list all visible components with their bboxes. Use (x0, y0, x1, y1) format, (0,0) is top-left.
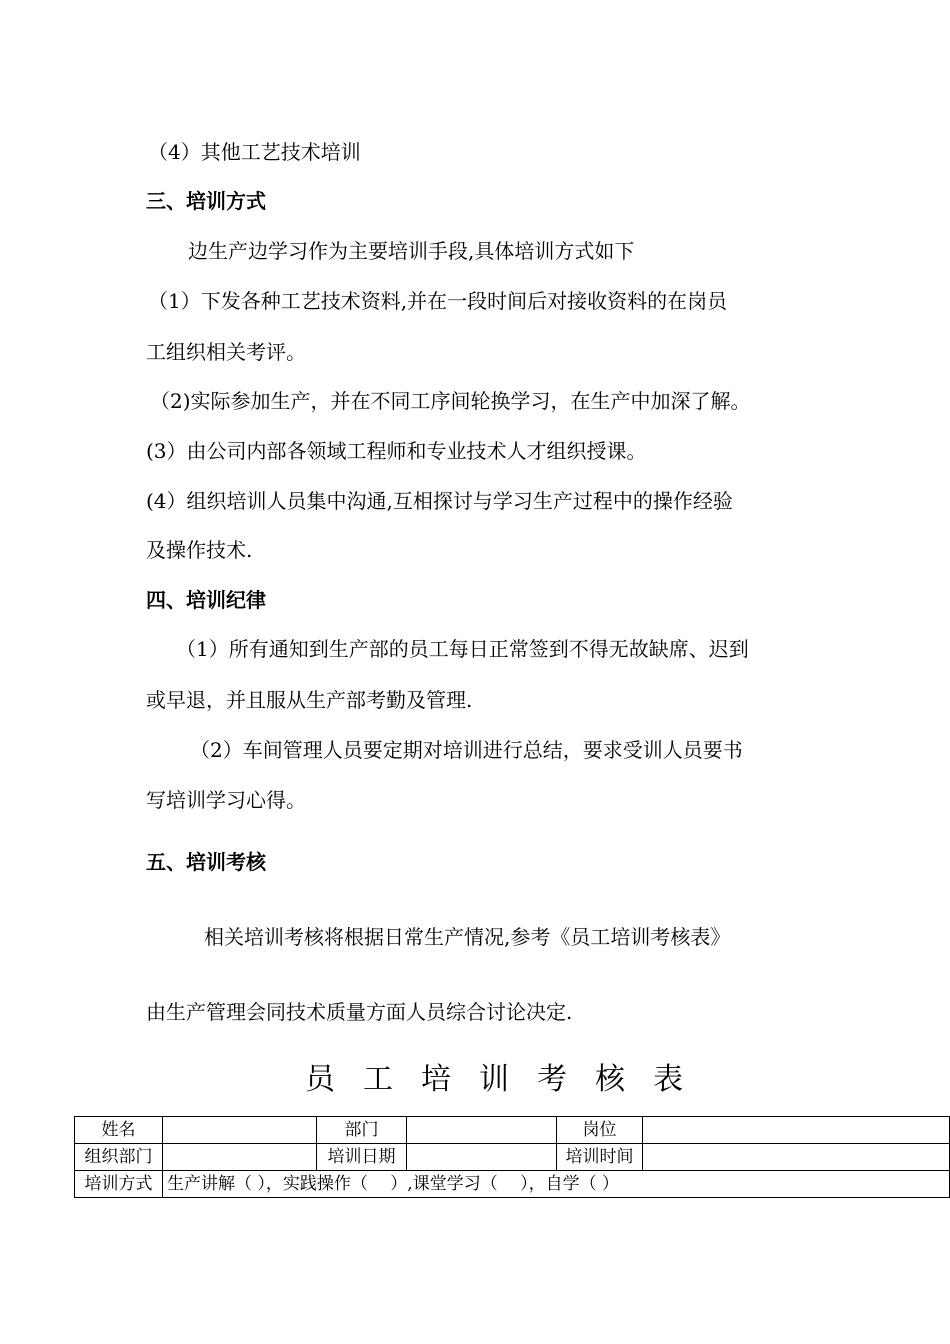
training-date-label: 培训日期 (317, 1144, 407, 1171)
section-4-item-2-line-1: （2）车间管理人员要定期对培训进行总结，要求受训人员要书 (190, 738, 743, 762)
assessment-form-table (74, 1116, 950, 1198)
position-field[interactable] (643, 1117, 950, 1144)
name-label: 姓名 (75, 1117, 163, 1144)
section-4-heading: 四、培训纪律 (146, 588, 266, 612)
training-method-label: 培训方式 (75, 1171, 163, 1198)
section-3-item-4-line-1: (4）组织培训人员集中沟通,互相探讨与学习生产过程中的操作经验 (146, 489, 733, 513)
form-row-1 (75, 1117, 950, 1144)
section-3-item-3: (3）由公司内部各领域工程师和专业技术人才组织授课。 (146, 439, 647, 463)
section-4-item-2-line-2: 写培训学习心得。 (146, 788, 306, 812)
form-row-3 (75, 1171, 950, 1198)
section-5-paragraph-line-2: 由生产管理会同技术质量方面人员综合讨论决定. (146, 1000, 573, 1024)
section-5-paragraph-line-1: 相关培训考核将根据日常生产情况,参考《员工培训考核表》 (204, 925, 731, 949)
organizing-dept-field[interactable] (163, 1144, 317, 1171)
position-label: 岗位 (557, 1117, 643, 1144)
section-3-item-2: （2)实际参加生产，并在不同工序间轮换学习，在生产中加深了解。 (150, 389, 751, 413)
training-time-field[interactable] (643, 1144, 950, 1171)
section-3-item-4-line-2: 及操作技术. (146, 538, 253, 562)
assessment-form-title: 员工培训考核表 (305, 1062, 711, 1097)
training-method-options[interactable]: 生产讲解（ ），实践操作（ ）,课堂学习（ ），自学（ ） (163, 1171, 950, 1198)
section-4-item-1-line-1: （1）所有通知到生产部的员工每日正常签到不得无故缺席、迟到 (176, 637, 749, 661)
form-row-2 (75, 1144, 950, 1171)
department-field[interactable] (407, 1117, 557, 1144)
section-3-item-1-line-2: 工组织相关考评。 (146, 340, 306, 364)
department-label: 部门 (317, 1117, 407, 1144)
organizing-dept-label: 组织部门 (75, 1144, 163, 1171)
training-time-label: 培训时间 (557, 1144, 643, 1171)
training-date-field[interactable] (407, 1144, 557, 1171)
name-field[interactable] (163, 1117, 317, 1144)
section-5-heading: 五、培训考核 (146, 850, 266, 874)
item-4-other-training: （4）其他工艺技术培训 (148, 140, 361, 164)
section-3-intro: 边生产边学习作为主要培训手段,具体培训方式如下 (188, 239, 635, 263)
section-3-item-1-line-1: （1）下发各种工艺技术资料,并在一段时间后对接收资料的在岗员 (148, 289, 728, 313)
section-4-item-1-line-2: 或早退，并且服从生产部考勤及管理. (146, 688, 473, 712)
section-3-heading: 三、培训方式 (146, 189, 266, 213)
